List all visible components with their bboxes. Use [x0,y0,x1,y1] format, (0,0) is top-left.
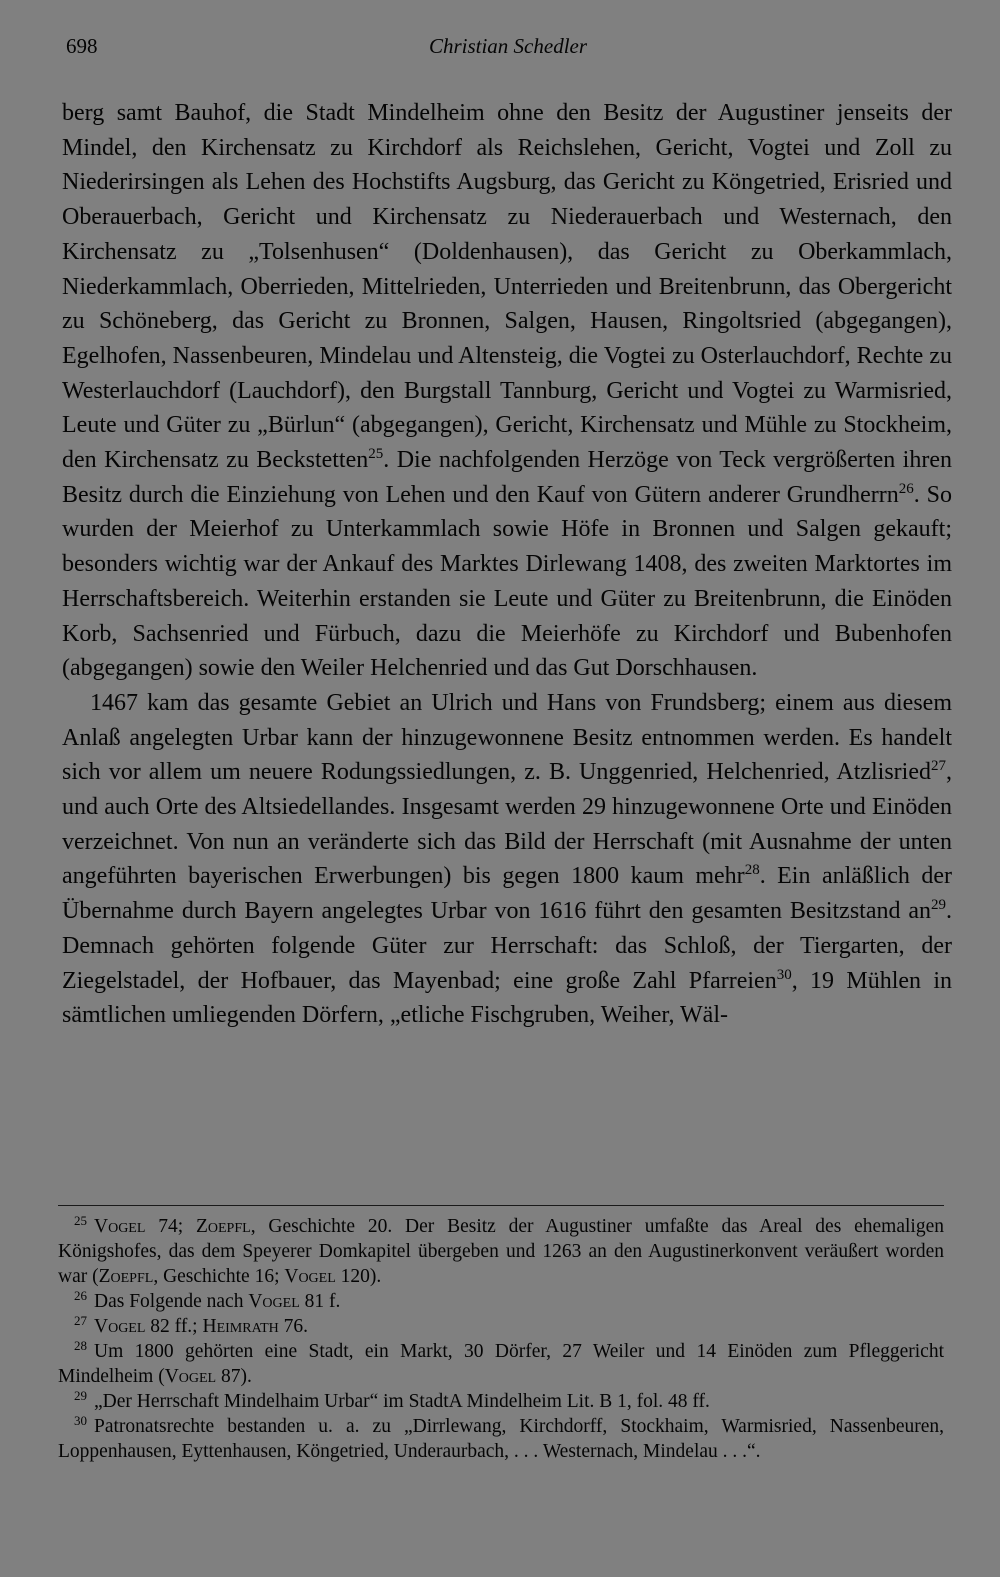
text-span: 82 ff.; [145,1316,203,1337]
author-name: Heimrath [202,1316,279,1337]
footnote-number: 29 [74,1388,87,1403]
text-span: , Geschichte 20. Der Besitz der Augustiner umfaßte das Areal des ehemaligen Königshofes, das dem Speyerer Domkapitel übergeben und 1263 an den Augustinerkonvent veräußert worden war ( [58,1216,944,1287]
paragraph-1 [62,96,952,686]
footnote-ref-30: 30 [776,966,792,983]
footnote-29 [58,1389,944,1414]
footnote-25 [58,1214,944,1289]
text-span: 87). [216,1366,252,1387]
text-span: . So wurden der Meierhof zu Unterkammlach sowie Höfe in Bronnen und Salgen gekauft; besonders wichtig war der Ankauf des Marktes Dirlewang 1408, des zweiten Marktortes im Herrschaftsbereich. Weiterhin erstanden sie Leute und Güter zu Breitenbrunn, die Einöden Korb, Sachsenried und Fürbuch, dazu die Meierhöfe zu Kirchdorf und Bubenhofen (abgegangen) sowie den Weiler Helchenried und das Gut Dorschhausen. [62,481,952,682]
footnote-number: 27 [74,1313,87,1328]
text-span: . Ein anläßlich der Übernahme durch Bayern angelegtes Urbar von 1616 führt den gesamten Besitzstand an [62,863,953,925]
paragraph-2 [62,686,952,1033]
text-span: Das Folgende nach [94,1291,249,1312]
text-span: 81 f. [299,1291,341,1312]
footnote-28 [58,1339,944,1389]
text-span: 74; [145,1216,196,1237]
text-span: Patronatsrechte bestanden u. a. zu „Dirrlewang, Kirchdorff, Stockhaim, Warmisried, Nassenbeuren, Loppenhausen, Eyttenhausen, Köngetried, Underaurbach, . . . Westernach, Mindelau . . .“. [58,1416,944,1462]
page-number: 698 [66,34,98,58]
text-span: 120). [335,1266,382,1287]
text-span: , und auch Orte des Altsiedellandes. Insgesamt werden 29 hinzugewonnene Orte und Einöden verzeichnet. Von nun an veränderte sich das Bild der Herrschaft (mit Ausnahme der unten angeführten bayerischen Erwerbungen) bis gegen 1800 kaum mehr [62,759,952,890]
footnote-ref-27: 27 [931,758,946,775]
footnote-number: 28 [74,1338,87,1353]
text-span: . Demnach gehörten folgende Güter zur Herrschaft: das Schloß, der Tiergarten, der Ziegelstadel, der Hofbauer, das Mayenbad; eine große Zahl Pfarreien [62,898,952,994]
text-span: 1467 kam das gesamte Gebiet an Ulrich und Hans von Frundsberg; einem aus diesem Anlaß angelegten Urbar kann der hinzugewonnene Besitz entnommen werden. Es handelt sich vor allem um neuere Rodungssiedlungen, z. B. Unggenried, Helchenried, Atzlisried [62,689,952,786]
text-span: berg samt Bauhof, die Stadt Mindelheim ohne den Besitz der Augustiner jenseits der Mindel, den Kirchensatz zu Kirchdorf als Reichslehen, Gericht, Vogtei und Zoll zu Niederirsingen als Lehen des Hochstifts Augsburg, das Gericht zu Köngetried, Erisried und Oberauerbach, Gericht und Kirchensatz zu Niederauerbach und Westernach, den Kirchensatz zu „Tolsenhusen“ (Doldenhausen), das Gericht zu Oberkammlach, Niederkammlach, Oberrieden, Mittelrieden, Unterrieden und Breitenbrunn, das Obergericht zu Schöneberg, das Gericht zu Bronnen, Salgen, Hausen, Ringoltsried (abgegangen), Egelhofen, Nassenbeuren, Mindelau und Altensteig, die Vogtei zu Osterlauchdorf, Rechte zu Westerlauchdorf (Lauchdorf), den Burgstall Tannburg, Gericht und Vogtei zu Warmisried, Leute und Güter zu „Bürlun“ (abgegangen), Gericht, Kirchensatz und Mühle zu Stockheim, den Kirchensatz zu Beckstetten [62,100,952,474]
running-title: Christian Schedler [428,34,588,58]
body-text [62,96,952,1033]
author-name: Zoepfl [195,1216,251,1237]
author-name: Vogel [248,1291,300,1312]
text-span: . Die nachfolgenden Herzöge von Teck vergrößerten ihren Besitz durch die Einziehung von Lehen und den Kauf von Gütern anderer Grundherrn [62,447,952,508]
footnote-ref-28: 28 [744,862,760,879]
footnote-divider [58,1205,944,1206]
footnote-27 [58,1314,944,1339]
footnote-26 [58,1289,944,1314]
footnote-number: 26 [74,1288,87,1303]
footnote-30 [58,1414,944,1464]
footnote-ref-29: 29 [931,897,946,914]
running-head [66,34,950,64]
author-name: Vogel [94,1216,146,1237]
author-name: Zoepfl [98,1266,154,1287]
footnote-number: 25 [74,1213,87,1228]
author-name: Vogel [164,1366,217,1387]
text-span: Um 1800 gehörten eine Stadt, ein Markt, 30 Dörfer, 27 Weiler und 14 Einöden zum Pfleggericht Mindelheim ( [58,1341,944,1387]
text-span: , 19 Mühlen in sämtlichen umliegenden Dörfern, „etliche Fischgruben, Weiher, Wäl- [62,967,953,1029]
author-name: Vogel [284,1266,336,1287]
footnote-ref-26: 26 [898,480,914,497]
footnotes [58,1214,944,1464]
footnote-number: 30 [74,1413,87,1428]
footnote-ref-25: 25 [368,446,384,463]
text-span: , Geschichte 16; [153,1266,285,1287]
author-name: Vogel [94,1316,146,1337]
text-span: „Der Herrschaft Mindelhaim Urbar“ im StadtA Mindelheim Lit. B 1, fol. 48 ff. [94,1391,710,1412]
text-span: 76. [278,1316,309,1337]
